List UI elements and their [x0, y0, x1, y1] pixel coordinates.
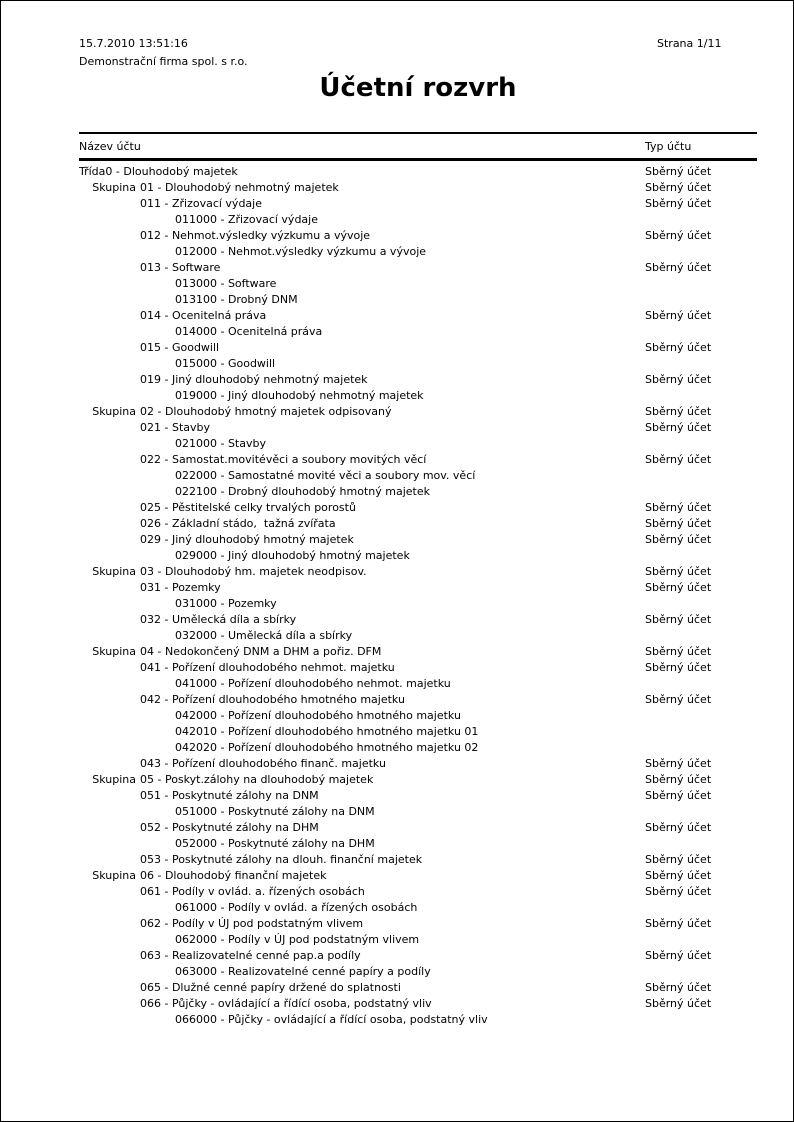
account-type: Sběrný účet	[645, 949, 712, 962]
account-name: 015 - Goodwill	[140, 341, 220, 354]
account-type: Sběrný účet	[645, 997, 712, 1010]
account-type: Sběrný účet	[645, 565, 712, 578]
account-type: Sběrný účet	[645, 917, 712, 930]
company-name: Demonstrační firma spol. s r.o.	[79, 55, 248, 68]
account-row	[79, 420, 757, 436]
print-datetime: 15.7.2010 13:51:16	[79, 37, 188, 50]
account-row	[79, 708, 757, 724]
account-name: 015000 - Goodwill	[175, 357, 276, 370]
account-row	[79, 628, 757, 644]
account-name: 014000 - Ocenitelná práva	[175, 325, 323, 338]
account-list	[79, 164, 757, 1028]
account-name: 061000 - Podíly v ovlád. a řízených osobách	[175, 901, 418, 914]
group-prefix: Skupina	[92, 869, 136, 882]
account-name: 052 - Poskytnuté zálohy na DHM	[140, 821, 319, 834]
account-name: 026 - Základní stádo, tažná zvířata	[140, 517, 336, 530]
account-row	[79, 676, 757, 692]
account-name: 042010 - Pořízení dlouhodobého hmotného majetku 01	[175, 725, 479, 738]
account-row	[79, 1012, 757, 1028]
account-row	[79, 788, 757, 804]
account-row	[79, 340, 757, 356]
account-name: 011000 - Zřizovací výdaje	[175, 213, 318, 226]
group-prefix: Skupina	[92, 181, 136, 194]
account-type: Sběrný účet	[645, 885, 712, 898]
account-name: 012000 - Nehmot.výsledky výzkumu a vývoje	[175, 245, 427, 258]
account-row	[79, 276, 757, 292]
account-row	[79, 868, 757, 884]
account-name: 022000 - Samostatné movité věci a soubory mov. věcí	[175, 469, 476, 482]
account-name: 061 - Podíly v ovlád. a. řízených osobách	[140, 885, 365, 898]
account-row	[79, 164, 757, 180]
account-row	[79, 836, 757, 852]
report-title: Účetní rozvrh	[319, 73, 517, 103]
account-row	[79, 372, 757, 388]
account-name: 062 - Podíly v ÚJ pod podstatným vlivem	[140, 917, 364, 930]
account-name: 05 - Poskyt.zálohy na dlouhodobý majetek	[140, 773, 374, 786]
account-type: Sběrný účet	[645, 261, 712, 274]
account-name: 066000 - Půjčky - ovládající a řídící osoba, podstatný vliv	[175, 1013, 488, 1026]
account-row	[79, 980, 757, 996]
account-row	[79, 644, 757, 660]
account-type: Sběrný účet	[645, 533, 712, 546]
account-name: 051000 - Poskytnuté zálohy na DNM	[175, 805, 375, 818]
account-name: 013000 - Software	[175, 277, 277, 290]
account-type: Sběrný účet	[645, 229, 712, 242]
account-name: Třída0 - Dlouhodobý majetek	[79, 165, 238, 178]
account-type: Sběrný účet	[645, 181, 712, 194]
account-name: 025 - Pěstitelské celky trvalých porostů	[140, 501, 356, 514]
account-row	[79, 564, 757, 580]
account-row	[79, 308, 757, 324]
account-row	[79, 964, 757, 980]
account-row	[79, 660, 757, 676]
account-row	[79, 292, 757, 308]
account-row	[79, 452, 757, 468]
account-type: Sběrný účet	[645, 421, 712, 434]
account-row	[79, 580, 757, 596]
account-type: Sběrný účet	[645, 981, 712, 994]
account-row	[79, 228, 757, 244]
account-row	[79, 436, 757, 452]
account-type: Sběrný účet	[645, 309, 712, 322]
account-row	[79, 388, 757, 404]
account-type: Sběrný účet	[645, 197, 712, 210]
account-name: 066 - Půjčky - ovládající a řídící osoba, podstatný vliv	[140, 997, 432, 1010]
account-type: Sběrný účet	[645, 453, 712, 466]
header-rule-bottom	[79, 158, 757, 161]
account-name: 029000 - Jiný dlouhodobý hmotný majetek	[175, 549, 410, 562]
account-name: 042 - Pořízení dlouhodobého hmotného majetku	[140, 693, 405, 706]
account-type: Sběrný účet	[645, 757, 712, 770]
account-type: Sběrný účet	[645, 165, 712, 178]
column-header-account-name: Název účtu	[79, 140, 141, 153]
account-name: 065 - Dlužné cenné papíry držené do splatnosti	[140, 981, 401, 994]
account-row	[79, 772, 757, 788]
account-name: 02 - Dlouhodobý hmotný majetek odpisovaný	[140, 405, 392, 418]
group-prefix: Skupina	[92, 645, 136, 658]
header-rule-top	[79, 132, 757, 134]
account-type: Sběrný účet	[645, 405, 712, 418]
account-name: 052000 - Poskytnuté zálohy na DHM	[175, 837, 375, 850]
account-type: Sběrný účet	[645, 501, 712, 514]
account-name: 032 - Umělecká díla a sbírky	[140, 613, 297, 626]
account-type: Sběrný účet	[645, 613, 712, 626]
account-name: 011 - Zřizovací výdaje	[140, 197, 262, 210]
account-name: 053 - Poskytnuté zálohy na dlouh. finanční majetek	[140, 853, 423, 866]
account-name: 012 - Nehmot.výsledky výzkumu a vývoje	[140, 229, 371, 242]
account-row	[79, 948, 757, 964]
account-row	[79, 900, 757, 916]
account-row	[79, 692, 757, 708]
account-type: Sběrný účet	[645, 581, 712, 594]
account-row	[79, 468, 757, 484]
account-type: Sběrný účet	[645, 773, 712, 786]
account-row	[79, 852, 757, 868]
account-row	[79, 516, 757, 532]
account-name: 032000 - Umělecká díla a sbírky	[175, 629, 353, 642]
account-type: Sběrný účet	[645, 693, 712, 706]
account-name: 031000 - Pozemky	[175, 597, 277, 610]
account-name: 041 - Pořízení dlouhodobého nehmot. majetku	[140, 661, 395, 674]
account-name: 06 - Dlouhodobý finanční majetek	[140, 869, 327, 882]
account-row	[79, 916, 757, 932]
account-row	[79, 932, 757, 948]
account-row	[79, 180, 757, 196]
account-name: 051 - Poskytnuté zálohy na DNM	[140, 789, 319, 802]
account-name: 021000 - Stavby	[175, 437, 266, 450]
account-name: 021 - Stavby	[140, 421, 210, 434]
account-name: 013100 - Drobný DNM	[175, 293, 298, 306]
account-name: 019000 - Jiný dlouhodobý nehmotný majetek	[175, 389, 424, 402]
account-name: 022 - Samostat.movitévěci a soubory movitých věcí	[140, 453, 427, 466]
account-row	[79, 612, 757, 628]
account-row	[79, 244, 757, 260]
account-row	[79, 756, 757, 772]
account-row	[79, 500, 757, 516]
group-prefix: Skupina	[92, 405, 136, 418]
account-row	[79, 484, 757, 500]
account-row	[79, 740, 757, 756]
account-name: 013 - Software	[140, 261, 221, 274]
page-number: Strana 1/11	[657, 37, 722, 50]
account-row	[79, 212, 757, 228]
account-name: 041000 - Pořízení dlouhodobého nehmot. majetku	[175, 677, 451, 690]
account-name: 019 - Jiný dlouhodobý nehmotný majetek	[140, 373, 368, 386]
account-row	[79, 548, 757, 564]
account-name: 03 - Dlouhodobý hm. majetek neodpisov.	[140, 565, 367, 578]
account-name: 04 - Nedokončený DNM a DHM a pořiz. DFM	[140, 645, 382, 658]
account-type: Sběrný účet	[645, 869, 712, 882]
account-row	[79, 884, 757, 900]
account-row	[79, 356, 757, 372]
account-row	[79, 324, 757, 340]
account-name: 01 - Dlouhodobý nehmotný majetek	[140, 181, 339, 194]
account-name: 042000 - Pořízení dlouhodobého hmotného majetku	[175, 709, 461, 722]
account-row	[79, 196, 757, 212]
column-header-account-type: Typ účtu	[645, 140, 692, 153]
account-name: 062000 - Podíly v ÚJ pod podstatným vlivem	[175, 933, 420, 946]
account-name: 063000 - Realizovatelné cenné papíry a podíly	[175, 965, 431, 978]
account-type: Sběrný účet	[645, 789, 712, 802]
account-type: Sběrný účet	[645, 517, 712, 530]
account-name: 063 - Realizovatelné cenné pap.a podíly	[140, 949, 361, 962]
account-type: Sběrný účet	[645, 821, 712, 834]
account-name: 022100 - Drobný dlouhodobý hmotný majetek	[175, 485, 430, 498]
account-row	[79, 804, 757, 820]
account-row	[79, 996, 757, 1012]
account-name: 031 - Pozemky	[140, 581, 221, 594]
account-name: 042020 - Pořízení dlouhodobého hmotného majetku 02	[175, 741, 479, 754]
group-prefix: Skupina	[92, 773, 136, 786]
account-row	[79, 260, 757, 276]
account-type: Sběrný účet	[645, 341, 712, 354]
account-type: Sběrný účet	[645, 373, 712, 386]
account-type: Sběrný účet	[645, 853, 712, 866]
account-row	[79, 596, 757, 612]
account-type: Sběrný účet	[645, 661, 712, 674]
account-row	[79, 404, 757, 420]
group-prefix: Skupina	[92, 565, 136, 578]
account-row	[79, 532, 757, 548]
account-name: 043 - Pořízení dlouhodobého finanč. majetku	[140, 757, 386, 770]
account-row	[79, 724, 757, 740]
account-type: Sběrný účet	[645, 645, 712, 658]
account-row	[79, 820, 757, 836]
account-name: 014 - Ocenitelná práva	[140, 309, 267, 322]
account-name: 029 - Jiný dlouhodobý hmotný majetek	[140, 533, 354, 546]
